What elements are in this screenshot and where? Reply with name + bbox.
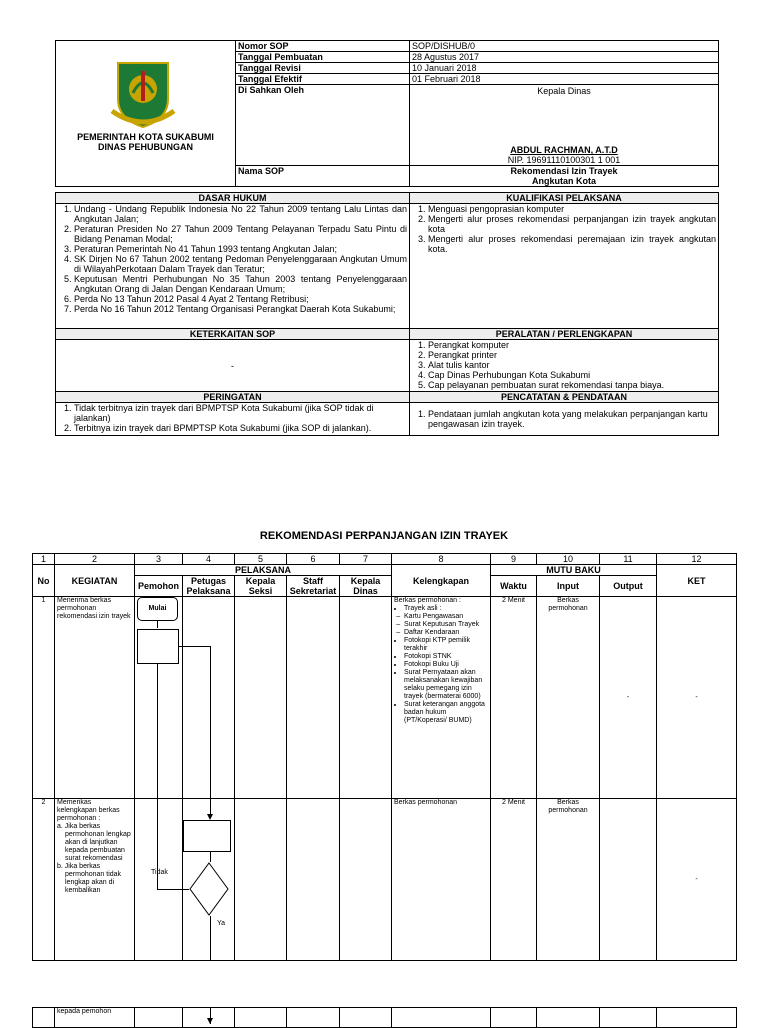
col-number: 9 [491,554,537,565]
col-number: 4 [183,554,235,565]
header-input: Input [537,576,600,597]
start-terminator: Mulai [137,597,178,621]
kualifikasi-item: 3. Mengerti alur proses rekomendasi peremajaan izin trayek angkutan kota. [428,234,716,254]
connector-line [210,852,211,862]
connector-line [179,646,210,647]
kelengkapan-item: • Fotokopi Buku Uji [404,661,488,669]
header-waktu: Waktu [491,576,537,597]
dasar-hukum-list-cell [56,204,410,329]
kegiatan-intro: Memerikas kelengkapan berkas permohonan : [57,799,120,822]
logo-cell [56,41,236,187]
dasar-hukum-item: 2. Peraturan Presiden No 27 Tahun 2009 Tentang Pelayanan Terpadu Satu Pintu di Bidang Penaman Modal; [74,224,407,244]
row-no: 2 [33,799,55,961]
header-no: No [33,565,55,597]
peralatan-item: 4. Cap Dinas Perhubungan Kota Sukabumi [428,370,716,380]
peringatan-item: 1. Tidak terbitnya izin trayek dari BPMPTSP Kota Sukabumi (jika SOP tidak di jalankan) [74,403,407,423]
dasar-hukum-item: 6. Perda No 13 Tahun 2012 Pasal 4 Ayat 2 Tentang Retribusi; [74,294,407,304]
kelengkapan-subitem: – Daftar Kendaraan [404,629,488,637]
col-number: 2 [55,554,135,565]
header-ket: KET [657,565,737,597]
flow-table-continued [32,1007,737,1028]
dasar-hukum-item: 5. Keputusan Mentri Perhubungan No 35 Tahun 2003 tentang Penyelenggaraan Angkutan Orang di Jalan Dengan Kendaraan Umum; [74,274,407,294]
peringatan-list-cell [56,403,410,436]
kelengkapan-item: • Surat keterangan anggota badan hukum (PT/Koperasi/ BUMD) [404,701,488,725]
nomor-sop-value: SOP/DISHUB/0 [410,41,719,52]
kegiatan-option-b: b. Jika berkas permohonan tidak lengkap akan di kembalikan [57,863,122,894]
nama-sop-value [410,166,719,187]
kualifikasi-item: 2. Mengerti alur proses rekomendasi perpanjangan izin trayek angkutan kota [428,214,716,234]
row-output: - [600,597,657,799]
tanggal-efektif-label: Tanggal Efektif [236,74,410,85]
org-name-line1: PEMERINTAH KOTA SUKABUMI [77,132,214,142]
dasar-hukum-item: 3. Peraturan Pemerintah No 41 Tahun 1993 tentang Angkutan Jalan; [74,244,407,254]
row-input: Berkas permohonan [537,597,600,799]
kualifikasi-list-cell [410,204,719,329]
city-logo-icon [108,59,178,131]
kualifikasi-item: 1. Menguasi pengoprasian komputer [428,204,716,214]
nama-sop-line2: Angkutan Kota [532,176,596,186]
col-number: 5 [235,554,287,565]
peralatan-item: 2. Perangkat printer [428,350,716,360]
kegiatan-option-a: a. Jika berkas permohonan lengkap akan di lanjutkan kepada pembuatan surat rekomendasi [57,823,131,862]
nama-sop-label: Nama SOP [236,166,410,187]
header-kepala-seksi: Kepala Seksi [235,576,287,597]
signer-role: Kepala Dinas [537,86,591,96]
sop-header-table [55,40,719,187]
row-waktu: 2 Menit [491,597,537,799]
arrow-down-icon [207,1018,213,1024]
nomor-sop-label: Nomor SOP [236,41,410,52]
signature-block [410,85,719,166]
col-number: 3 [135,554,183,565]
col-number: 7 [340,554,392,565]
disahkan-label: Di Sahkan Oleh [236,85,410,166]
tanggal-revisi-label: Tanggal Revisi [236,63,410,74]
kelengkapan-item: • Surat Pernyataan akan melaksanakan kewajiban selaku pemegang izin trayek (bermaterai 6000) [404,669,488,701]
keterkaitan-title: KETERKAITAN SOP [56,329,410,340]
peralatan-list-cell [410,340,719,392]
sop-detail-table [55,192,719,436]
signer-name: ABDUL RACHMAN, A.T.D [510,145,618,155]
kelengkapan-subitem: – Kartu Pengawasan [404,613,488,621]
header-pelaksana: PELAKSANA [135,565,392,576]
pencatatan-item: 1. Pendataan jumlah angkutan kota yang melakukan perpanjangan kartu pengawasan izin trayek. [428,409,716,429]
table-row [33,597,737,799]
process-box [137,629,179,664]
kelengkapan-item: • Fotokopi STNK [404,653,488,661]
kelengkapan-subitem: – Surat Keputusan Trayek [404,621,488,629]
header-output: Output [600,576,657,597]
header-mutu-baku: MUTU BAKU [491,565,657,576]
flow-title: REKOMENDASI PERPANJANGAN IZIN TRAYEK [259,530,509,542]
table-row [33,1008,737,1028]
dasar-hukum-title: DASAR HUKUM [56,193,410,204]
pencatatan-list-cell [410,403,719,436]
tanggal-revisi-value: 10 Januari 2018 [410,63,719,74]
dasar-hukum-item: 4. SK Dirjen No 67 Tahun 2002 tentang Pedoman Penyelenggaraan Angkutan Umum di WilayahPerkotaan Dalam Trayek dan Teratur; [74,254,407,274]
row-kegiatan [55,799,135,961]
header-kepala-dinas: Kepala Dinas [340,576,392,597]
col-number: 8 [392,554,491,565]
kelengkapan-item: • Trayek asli : [404,605,488,613]
peralatan-item: 3. Alat tulis kantor [428,360,716,370]
header-petugas: Petugas Pelaksana [183,576,235,597]
peringatan-title: PERINGATAN [56,392,410,403]
peralatan-title: PERALATAN / PERLENGKAPAN [410,329,719,340]
decision-diamond [189,862,229,916]
connector-line [210,646,211,816]
row-kegiatan-continued: kepada pemohon [55,1008,135,1028]
col-number: 1 [33,554,55,565]
col-number: 6 [287,554,340,565]
dasar-hukum-item: 1. Undang - Undang Republik Indonesia No 22 Tahun 2009 tentang Lalu Lintas dan Angkutan Jalan; [74,204,407,224]
peringatan-item: 2. Terbitnya izin trayek dari BPMPTSP Kota Sukabumi (jika SOP di jalankan). [74,423,407,433]
kelengkapan-item: • Fotokopi KTP pemilik terakhir [404,637,488,653]
header-kelengkapan: Kelengkapan [392,565,491,597]
process-box [183,820,231,852]
kualifikasi-title: KUALIFIKASI PELAKSANA [410,193,719,204]
peralatan-item: 5. Cap pelayanan pembuatan surat rekomendasi tanpa biaya. [428,380,716,390]
connector-line [210,916,211,960]
header-kegiatan: KEGIATAN [55,565,135,597]
connector-line [157,621,158,628]
header-pemohon: Pemohon [135,576,183,597]
row-kelengkapan [392,597,491,799]
col-number: 11 [600,554,657,565]
kelengkapan-title: Berkas permohonan : [394,597,461,604]
connector-line [157,889,189,890]
connector-line [157,664,158,889]
row-ket: - [657,799,737,961]
dasar-hukum-item: 7. Perda No 16 Tahun 2012 Tentang Organisasi Perangkat Daerah Kota Sukabumi; [74,304,407,314]
tanggal-pembuatan-label: Tanggal Pembuatan [236,52,410,63]
col-number: 10 [537,554,600,565]
col-number: 12 [657,554,737,565]
signer-nip: NIP. 19691110100301 1 001 [507,155,621,165]
row-kelengkapan: Berkas permohonan [392,799,491,961]
keterkaitan-value: - [56,340,410,392]
row-waktu: 2 Menit [491,799,537,961]
tanggal-efektif-value: 01 Februari 2018 [410,74,719,85]
nama-sop-line1: Rekomendasi Izin Trayek [510,166,618,176]
tanggal-pembuatan-value: 28 Agustus 2017 [410,52,719,63]
ya-label: Ya [217,920,226,927]
pencatatan-title: PENCATATAN & PENDATAAN [410,392,719,403]
row-kegiatan: Menerima berkas permohonan rekomendasi izin trayek [55,597,135,799]
row-ket: - [657,597,737,799]
peralatan-item: 1. Perangkat komputer [428,340,716,350]
row-no: 1 [33,597,55,799]
org-name-line2: DINAS PEHUBUNGAN [97,142,193,152]
header-staff: Staff Sekretariat [287,576,340,597]
tidak-label: Tidak [151,869,168,876]
table-row [33,799,737,961]
row-input: Berkas permohonan [537,799,600,961]
